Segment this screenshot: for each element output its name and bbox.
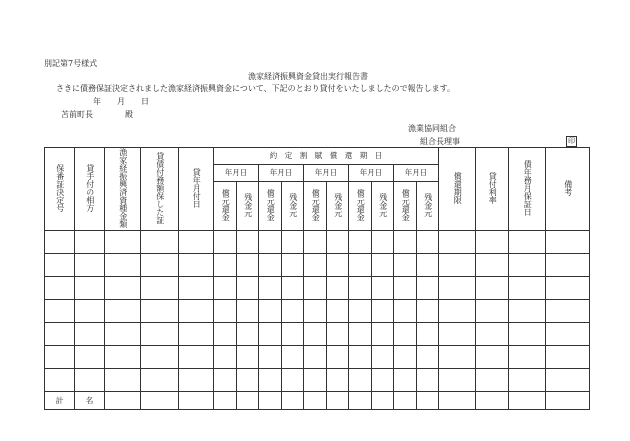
header-balance-4: 残金元	[372, 181, 394, 230]
date-line: 年 月 日	[93, 97, 149, 106]
header-ymd-5: 年月日	[394, 164, 439, 181]
name-count-label: 名	[75, 392, 105, 410]
table-row	[45, 254, 590, 277]
total-row	[45, 392, 590, 410]
header-repay-principal-4: 償元還金	[349, 181, 372, 230]
header-ymd-1: 年月日	[214, 164, 259, 181]
seal-mark: 印	[568, 137, 575, 145]
table-row	[45, 346, 590, 369]
header-balance-5: 残金元	[417, 181, 439, 230]
table-row	[45, 323, 590, 346]
header-repay-principal-5: 償元還金	[394, 181, 417, 230]
header-repay-principal-2: 償元還金	[259, 181, 282, 230]
header-ymd-2: 年月日	[259, 164, 304, 181]
org-head: 組合長理事	[420, 137, 460, 146]
header-guarantee-amount: 貸債付務額保した証	[141, 148, 179, 231]
table-row	[45, 277, 590, 300]
document-title: 漁家経済振興資金貸出実行報告書	[248, 72, 368, 81]
header-balance-3: 残金元	[327, 181, 349, 230]
header-repay-principal-3: 償元還金	[304, 181, 327, 230]
header-remarks: 備考	[546, 148, 590, 231]
intro-text: さきに債務保証決定されました漁家経済振興資金について、下記のとおり貸付をいたしましたので報告します。	[56, 84, 456, 93]
header-guarantee-date: 債年務月保証日	[509, 148, 546, 231]
addressee: 苫前町長 殿	[61, 110, 133, 119]
total-label: 計	[45, 392, 75, 410]
form-number: 別記第7号様式	[44, 59, 98, 68]
header-guarantee-no: 保番証決定号	[45, 148, 75, 231]
org-name: 漁業協同組合	[408, 124, 456, 133]
header-ymd-4: 年月日	[349, 164, 394, 181]
table-row	[45, 300, 590, 323]
header-ymd-3: 年月日	[304, 164, 349, 181]
header-repayment-period: 償還期限	[439, 148, 476, 231]
header-loan-date: 貸年月付日	[179, 148, 214, 231]
header-balance-2: 残金元	[282, 181, 304, 230]
header-repayment-group: 約 定 割 賦 償 還 期 日	[214, 148, 439, 165]
header-balance-1: 残金元	[237, 181, 259, 230]
header-repay-principal-1: 償元還金	[214, 181, 237, 230]
header-interest: 貸付利率	[476, 148, 509, 231]
header-fund-type: 漁家経振興済資種金類	[105, 148, 141, 231]
header-borrower: 貸手付の相方	[75, 148, 105, 231]
report-table	[44, 147, 590, 410]
table-row	[45, 231, 590, 254]
table-row	[45, 369, 590, 392]
